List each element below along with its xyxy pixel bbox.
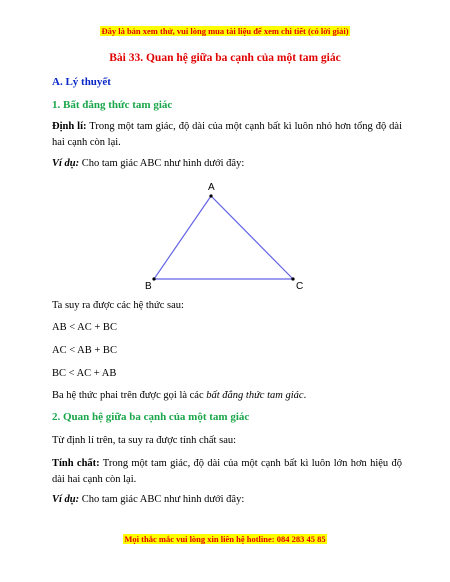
example1-text: Cho tam giác ABC như hình dưới đây:	[79, 158, 245, 169]
conclusion-after: .	[303, 390, 307, 401]
relation-3: BC < AC + AB	[52, 368, 117, 379]
preview-banner: Đây là bản xem thử, vui lòng mua tài liệu để xem chi tiết (có lời giải)	[101, 26, 349, 36]
vertex-a-point	[209, 194, 212, 197]
vertex-c-point	[291, 277, 294, 280]
hotline-banner: Mọi thắc mắc vui lòng xin liên hệ hotline: 084 283 45 85	[124, 534, 326, 544]
example2-text: Cho tam giác ABC như hình dưới đây:	[79, 494, 245, 505]
from-theorem-text: Từ định lí trên, ta suy ra được tính chất sau:	[52, 435, 237, 446]
triangle-abc	[154, 196, 293, 279]
section-heading-theory: A. Lý thuyết	[52, 76, 111, 88]
conclusion-paragraph	[52, 388, 402, 404]
example1-label: Ví dụ:	[52, 158, 80, 169]
property-paragraph	[52, 456, 402, 488]
vertex-label-b: B	[145, 281, 152, 292]
subheading-side-relations: 2. Quan hệ giữa ba cạnh của một tam giác	[52, 411, 250, 423]
conclusion-before: Ba hệ thức phai trên được gọi là các	[52, 390, 207, 401]
lesson-title: Bài 33. Quan hệ giữa ba cạnh của một tam giác	[109, 52, 341, 64]
example2-label: Ví dụ:	[52, 494, 80, 505]
vertex-b-point	[152, 277, 155, 280]
subheading-triangle-inequality: 1. Bất đẳng thức tam giác	[52, 99, 173, 111]
theorem-text: Trong một tam giác, độ dài của một cạnh bất kì luôn nhỏ hơn tổng độ dài hai cạnh còn lại.	[52, 121, 402, 148]
property-label: Tính chất:	[52, 458, 100, 469]
relation-2: AC < AB + BC	[52, 345, 117, 356]
vertex-label-c: C	[296, 281, 304, 292]
vertex-label-a: A	[208, 182, 215, 193]
example2-paragraph	[52, 492, 402, 508]
property-text: Trong một tam giác, độ dài của một cạnh bất kì luôn lớn hơn hiệu độ dài hai cạnh còn lại.	[52, 458, 402, 485]
conclusion-italic: bất đẳng thức tam giác	[206, 390, 304, 401]
theorem-label: Định lí:	[52, 121, 87, 132]
derive-text: Ta suy ra được các hệ thức sau:	[52, 300, 184, 311]
relation-1: AB < AC + BC	[52, 322, 117, 333]
